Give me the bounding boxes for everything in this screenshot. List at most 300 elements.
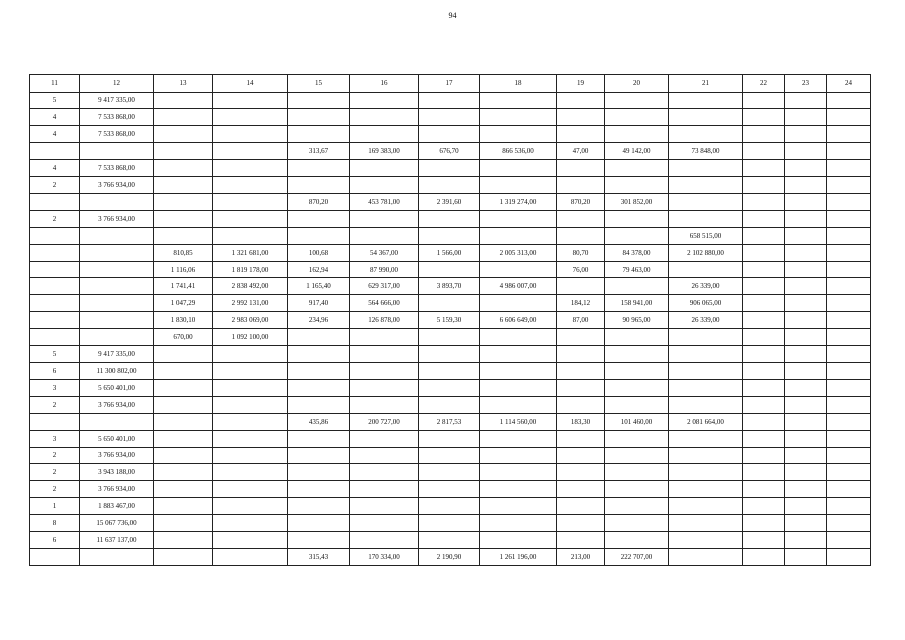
table-cell xyxy=(827,447,871,464)
table-cell xyxy=(605,396,669,413)
table-cell: 870,20 xyxy=(288,193,350,210)
table-cell: 3 766 934,00 xyxy=(80,447,154,464)
table-cell xyxy=(669,430,743,447)
table-cell xyxy=(350,227,419,244)
table-cell: 4 986 007,00 xyxy=(480,278,557,295)
table-cell xyxy=(80,413,154,430)
table-cell xyxy=(350,109,419,126)
table-cell: 1 319 274,00 xyxy=(480,193,557,210)
table-cell xyxy=(557,515,605,532)
table-cell xyxy=(30,278,80,295)
table-cell xyxy=(213,126,288,143)
table-cell xyxy=(557,210,605,227)
table-row xyxy=(30,193,871,210)
table-cell xyxy=(827,413,871,430)
table-cell xyxy=(785,261,827,278)
column-header: 11 xyxy=(30,75,80,93)
table-cell xyxy=(350,160,419,177)
table-cell xyxy=(480,447,557,464)
table-cell xyxy=(605,498,669,515)
table-row xyxy=(30,126,871,143)
table-cell xyxy=(827,430,871,447)
table-cell: 3 xyxy=(30,379,80,396)
table-cell xyxy=(785,210,827,227)
table-cell: 79 463,00 xyxy=(605,261,669,278)
table-cell xyxy=(785,109,827,126)
table-cell: 73 848,00 xyxy=(669,143,743,160)
table-cell xyxy=(669,329,743,346)
table-cell xyxy=(350,498,419,515)
table-cell xyxy=(669,261,743,278)
table-cell xyxy=(743,363,785,380)
table-cell xyxy=(213,143,288,160)
table-cell xyxy=(827,498,871,515)
table-cell: 76,00 xyxy=(557,261,605,278)
table-cell xyxy=(288,430,350,447)
table-cell: 315,43 xyxy=(288,548,350,565)
table-cell xyxy=(154,430,213,447)
table-cell: 866 536,00 xyxy=(480,143,557,160)
table-cell xyxy=(154,447,213,464)
table-cell xyxy=(30,413,80,430)
table-cell xyxy=(480,227,557,244)
table-cell: 26 339,00 xyxy=(669,312,743,329)
table-cell xyxy=(480,210,557,227)
table-cell xyxy=(743,447,785,464)
table-row xyxy=(30,430,871,447)
table-row xyxy=(30,481,871,498)
table-cell xyxy=(557,447,605,464)
table-cell: 5 xyxy=(30,346,80,363)
table-cell: 169 383,00 xyxy=(350,143,419,160)
table-cell xyxy=(288,329,350,346)
table-cell: 2 xyxy=(30,464,80,481)
table-cell xyxy=(213,227,288,244)
table-cell xyxy=(557,126,605,143)
table-cell xyxy=(743,143,785,160)
table-cell xyxy=(669,193,743,210)
table-cell xyxy=(827,329,871,346)
table-cell: 313,67 xyxy=(288,143,350,160)
table-cell xyxy=(480,329,557,346)
table-cell xyxy=(557,346,605,363)
table-cell: 8 xyxy=(30,515,80,532)
table-cell: 3 893,70 xyxy=(419,278,480,295)
table-row xyxy=(30,261,871,278)
table-cell xyxy=(480,464,557,481)
table-cell xyxy=(743,278,785,295)
table-cell xyxy=(350,177,419,194)
table-cell: 87 990,00 xyxy=(350,261,419,278)
table-row xyxy=(30,396,871,413)
table-cell xyxy=(350,92,419,109)
table-cell: 3 943 188,00 xyxy=(80,464,154,481)
table-cell xyxy=(743,295,785,312)
table-cell xyxy=(605,160,669,177)
table-cell xyxy=(743,160,785,177)
table-cell xyxy=(785,278,827,295)
table-cell xyxy=(605,210,669,227)
table-cell xyxy=(827,346,871,363)
table-cell xyxy=(827,193,871,210)
table-cell: 222 707,00 xyxy=(605,548,669,565)
table-cell xyxy=(80,312,154,329)
table-cell xyxy=(350,210,419,227)
table-cell xyxy=(480,498,557,515)
table-cell xyxy=(154,193,213,210)
table-cell: 1 047,29 xyxy=(154,295,213,312)
table-cell: 7 533 868,00 xyxy=(80,160,154,177)
table-cell: 170 334,00 xyxy=(350,548,419,565)
table-cell xyxy=(785,413,827,430)
table-cell: 1 741,41 xyxy=(154,278,213,295)
table-cell xyxy=(743,329,785,346)
table-cell xyxy=(827,160,871,177)
table-cell xyxy=(827,532,871,549)
table-cell xyxy=(30,227,80,244)
table-cell xyxy=(288,532,350,549)
table-cell: 5 650 401,00 xyxy=(80,379,154,396)
table-cell xyxy=(350,447,419,464)
table-cell: 7 533 868,00 xyxy=(80,109,154,126)
table-row xyxy=(30,447,871,464)
table-row xyxy=(30,329,871,346)
column-header: 17 xyxy=(419,75,480,93)
table-cell: 200 727,00 xyxy=(350,413,419,430)
table-cell xyxy=(827,92,871,109)
table-cell: 80,70 xyxy=(557,244,605,261)
table-cell: 4 xyxy=(30,109,80,126)
table-cell: 11 300 802,00 xyxy=(80,363,154,380)
column-header: 21 xyxy=(669,75,743,93)
table-cell xyxy=(419,498,480,515)
table-cell xyxy=(743,481,785,498)
table-cell: 676,70 xyxy=(419,143,480,160)
table-cell xyxy=(480,92,557,109)
table-cell: 5 159,30 xyxy=(419,312,480,329)
table-cell xyxy=(213,363,288,380)
table-cell xyxy=(154,210,213,227)
table-cell xyxy=(785,244,827,261)
table-cell xyxy=(605,177,669,194)
column-header: 18 xyxy=(480,75,557,93)
table-cell xyxy=(154,227,213,244)
table-cell xyxy=(669,515,743,532)
table-cell: 629 317,00 xyxy=(350,278,419,295)
table-cell xyxy=(557,481,605,498)
table-cell xyxy=(557,532,605,549)
table-row xyxy=(30,160,871,177)
table-cell xyxy=(669,92,743,109)
table-cell xyxy=(419,447,480,464)
table-cell xyxy=(350,396,419,413)
table-cell xyxy=(743,193,785,210)
table-cell xyxy=(743,261,785,278)
table-cell xyxy=(80,278,154,295)
table-cell: 2 081 664,00 xyxy=(669,413,743,430)
table-cell xyxy=(669,160,743,177)
table-cell xyxy=(419,379,480,396)
table-cell: 2 983 069,00 xyxy=(213,312,288,329)
table-cell xyxy=(419,227,480,244)
table-cell xyxy=(288,126,350,143)
table-cell xyxy=(350,363,419,380)
table-cell xyxy=(557,329,605,346)
table-cell xyxy=(419,177,480,194)
table-cell xyxy=(827,278,871,295)
table-cell xyxy=(743,396,785,413)
table-cell xyxy=(743,312,785,329)
table-cell xyxy=(785,464,827,481)
table-cell: 7 533 868,00 xyxy=(80,126,154,143)
table-cell: 1 830,10 xyxy=(154,312,213,329)
table-cell: 3 766 934,00 xyxy=(80,396,154,413)
column-header: 20 xyxy=(605,75,669,93)
table-cell xyxy=(154,109,213,126)
table-cell xyxy=(30,193,80,210)
table-cell: 2 xyxy=(30,481,80,498)
table-cell xyxy=(605,278,669,295)
table-cell: 1 321 681,00 xyxy=(213,244,288,261)
table-cell xyxy=(480,481,557,498)
table-cell xyxy=(419,532,480,549)
table-row xyxy=(30,143,871,160)
table-cell: 162,94 xyxy=(288,261,350,278)
table-cell xyxy=(419,346,480,363)
table-cell xyxy=(785,515,827,532)
table-cell: 1 165,40 xyxy=(288,278,350,295)
table-row xyxy=(30,295,871,312)
table-cell xyxy=(80,295,154,312)
table-row xyxy=(30,379,871,396)
table-row xyxy=(30,346,871,363)
table-row xyxy=(30,464,871,481)
table-cell xyxy=(154,481,213,498)
table-cell xyxy=(743,430,785,447)
table-cell xyxy=(785,92,827,109)
table-cell xyxy=(785,227,827,244)
table-cell xyxy=(669,126,743,143)
table-cell xyxy=(827,143,871,160)
table-cell xyxy=(743,515,785,532)
table-cell: 2 xyxy=(30,210,80,227)
table-cell xyxy=(288,227,350,244)
table-cell xyxy=(785,193,827,210)
table-cell: 54 367,00 xyxy=(350,244,419,261)
table-cell xyxy=(669,481,743,498)
table-cell xyxy=(154,413,213,430)
table-cell xyxy=(827,312,871,329)
table-cell: 2 817,53 xyxy=(419,413,480,430)
table-cell xyxy=(827,363,871,380)
table-cell xyxy=(785,329,827,346)
table-cell: 1 819 178,00 xyxy=(213,261,288,278)
table-cell xyxy=(213,396,288,413)
table-cell: 1 261 196,00 xyxy=(480,548,557,565)
table-cell: 1 092 100,00 xyxy=(213,329,288,346)
table-cell: 100,68 xyxy=(288,244,350,261)
table-cell: 917,40 xyxy=(288,295,350,312)
table-cell xyxy=(350,464,419,481)
table-cell xyxy=(419,329,480,346)
table-cell xyxy=(827,295,871,312)
table-cell xyxy=(743,126,785,143)
table-cell xyxy=(480,295,557,312)
table-cell xyxy=(213,109,288,126)
table-cell xyxy=(743,498,785,515)
table-cell xyxy=(350,346,419,363)
table-cell xyxy=(350,379,419,396)
table-cell: 2 992 131,00 xyxy=(213,295,288,312)
table-cell xyxy=(785,532,827,549)
table-cell: 1 566,00 xyxy=(419,244,480,261)
table-cell xyxy=(605,481,669,498)
table-cell xyxy=(605,515,669,532)
table-cell xyxy=(827,244,871,261)
table-cell xyxy=(419,92,480,109)
table-cell: 9 417 335,00 xyxy=(80,92,154,109)
table-cell xyxy=(288,109,350,126)
table-cell xyxy=(213,92,288,109)
table-cell: 126 878,00 xyxy=(350,312,419,329)
table-cell: 9 417 335,00 xyxy=(80,346,154,363)
table-cell xyxy=(785,346,827,363)
table-cell xyxy=(419,515,480,532)
table-cell: 15 067 736,00 xyxy=(80,515,154,532)
table-cell xyxy=(480,109,557,126)
table-cell xyxy=(419,126,480,143)
table-cell xyxy=(154,548,213,565)
table-cell xyxy=(419,430,480,447)
table-cell xyxy=(80,244,154,261)
table-cell: 234,96 xyxy=(288,312,350,329)
table-cell xyxy=(213,447,288,464)
table-cell xyxy=(480,261,557,278)
table-cell xyxy=(743,532,785,549)
table-cell: 2 xyxy=(30,396,80,413)
table-cell xyxy=(480,126,557,143)
table-cell xyxy=(288,177,350,194)
table-row xyxy=(30,312,871,329)
table-cell xyxy=(743,346,785,363)
table-cell: 670,00 xyxy=(154,329,213,346)
table-cell xyxy=(557,92,605,109)
table-row xyxy=(30,363,871,380)
table-cell xyxy=(480,346,557,363)
table-cell xyxy=(350,126,419,143)
table-cell xyxy=(743,413,785,430)
table-cell xyxy=(80,261,154,278)
page-number: 94 xyxy=(448,11,457,20)
table-cell xyxy=(669,379,743,396)
table-cell xyxy=(30,329,80,346)
table-cell: 2 xyxy=(30,177,80,194)
table-cell xyxy=(669,363,743,380)
table-cell xyxy=(480,396,557,413)
table-cell xyxy=(30,143,80,160)
table-cell xyxy=(288,379,350,396)
table-cell xyxy=(350,481,419,498)
table-cell xyxy=(154,363,213,380)
table-cell xyxy=(605,346,669,363)
table-cell xyxy=(213,379,288,396)
table-cell: 4 xyxy=(30,160,80,177)
table-cell: 6 606 649,00 xyxy=(480,312,557,329)
table-cell xyxy=(288,210,350,227)
table-cell xyxy=(785,126,827,143)
table-cell xyxy=(605,430,669,447)
table-cell xyxy=(743,210,785,227)
table-cell: 101 460,00 xyxy=(605,413,669,430)
table-cell xyxy=(557,379,605,396)
column-header: 24 xyxy=(827,75,871,93)
table-cell: 49 142,00 xyxy=(605,143,669,160)
table-cell xyxy=(419,481,480,498)
table-cell: 158 941,00 xyxy=(605,295,669,312)
table-cell xyxy=(785,177,827,194)
table-cell: 4 xyxy=(30,126,80,143)
table-cell: 3 xyxy=(30,430,80,447)
table-cell: 47,00 xyxy=(557,143,605,160)
table-cell xyxy=(827,515,871,532)
table-cell: 2 190,90 xyxy=(419,548,480,565)
table-cell: 183,30 xyxy=(557,413,605,430)
table-cell xyxy=(557,227,605,244)
table-cell xyxy=(785,379,827,396)
table-cell xyxy=(785,481,827,498)
table-cell xyxy=(350,329,419,346)
column-header: 22 xyxy=(743,75,785,93)
column-header: 15 xyxy=(288,75,350,93)
data-table xyxy=(29,74,871,566)
column-header: 14 xyxy=(213,75,288,93)
table-cell xyxy=(288,92,350,109)
table-cell: 2 005 313,00 xyxy=(480,244,557,261)
table-cell xyxy=(213,413,288,430)
table-cell xyxy=(669,464,743,481)
table-cell xyxy=(605,329,669,346)
table-cell xyxy=(557,160,605,177)
table-cell: 1 xyxy=(30,498,80,515)
table-cell xyxy=(785,430,827,447)
table-cell xyxy=(80,193,154,210)
table-row xyxy=(30,278,871,295)
table-cell xyxy=(605,532,669,549)
table-cell xyxy=(419,210,480,227)
table-cell xyxy=(827,464,871,481)
table-cell xyxy=(605,464,669,481)
table-cell: 213,00 xyxy=(557,548,605,565)
table-cell xyxy=(827,548,871,565)
table-cell xyxy=(827,227,871,244)
table-cell xyxy=(80,143,154,160)
table-cell xyxy=(480,430,557,447)
table-cell xyxy=(213,430,288,447)
table-cell: 3 766 934,00 xyxy=(80,210,154,227)
table-cell xyxy=(154,498,213,515)
table-cell: 870,20 xyxy=(557,193,605,210)
table-cell xyxy=(30,261,80,278)
table-cell xyxy=(827,396,871,413)
table-cell xyxy=(669,346,743,363)
table-row xyxy=(30,413,871,430)
table-cell xyxy=(154,532,213,549)
table-cell: 5 650 401,00 xyxy=(80,430,154,447)
table-cell xyxy=(743,379,785,396)
table-row xyxy=(30,210,871,227)
table-cell xyxy=(213,177,288,194)
table-cell: 453 781,00 xyxy=(350,193,419,210)
